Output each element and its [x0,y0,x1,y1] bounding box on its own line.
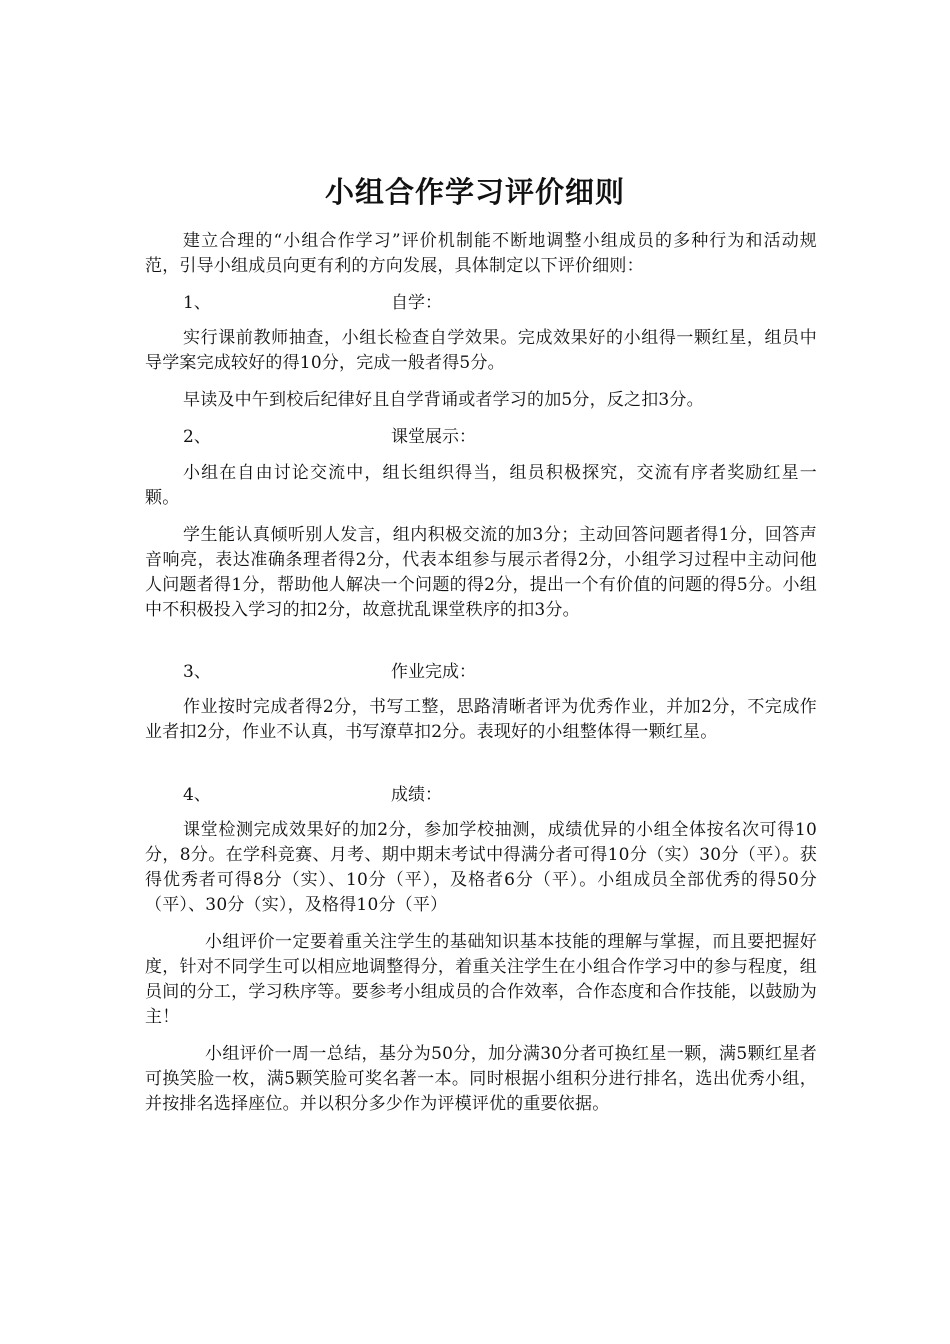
closing-paragraph-1: 小组评价一定要着重关注学生的基础知识基本技能的理解与掌握，而且要把握好度，针对不同学生可以相应地调整得分，着重关注学生在小组合作学习中的参与程度，组员间的分工，学习秩序等。要参考小组成员的合作效率，合作态度和合作技能，以鼓励为主！ [145,932,817,1027]
section-number: 4、 [183,785,211,805]
section-number: 1、 [183,293,211,313]
section-heading-4 [183,783,442,808]
section-heading-2 [183,425,476,450]
section-title: 自学： [391,293,442,313]
section-3-paragraph-1: 作业按时完成者得2分，书写工整，思路清晰者评为优秀作业，并加2分，不完成作业者扣2分，作业不认真，书写潦草扣2分。表现好的小组整体得一颗红星。 [145,697,817,742]
section-1-paragraph-2: 早读及中午到校后纪律好且自学背诵或者学习的加5分，反之扣3分。 [183,390,704,410]
section-heading-1 [183,291,442,316]
section-title: 作业完成： [391,662,476,682]
section-1-paragraph-1: 实行课前教师抽查，小组长检查自学效果。完成效果好的小组得一颗红星，组员中导学案完成较好的得10分，完成一般者得5分。 [145,328,817,373]
section-title: 成绩： [391,785,442,805]
section-2-paragraph-1: 小组在自由讨论交流中，组长组织得当，组员积极探究，交流有序者奖励红星一颗。 [145,463,817,508]
section-number: 3、 [183,662,211,682]
section-number: 2、 [183,427,211,447]
section-title: 课堂展示： [391,427,476,447]
section-2-paragraph-2: 学生能认真倾听别人发言，组内积极交流的加3分；主动回答问题者得1分，回答声音响亮，表达准确条理者得2分，代表本组参与展示者得2分，小组学习过程中主动问他人问题者得1分，帮助他人解决一个问题的得2分，提出一个有价值的问题的得5分。小组中不积极投入学习的扣2分，故意扰乱课堂秩序的扣3分。 [145,525,817,620]
closing-paragraph-2: 小组评价一周一总结，基分为50分，加分满30分者可换红星一颗，满5颗红星者可换笑脸一枚，满5颗笑脸可奖名著一本。同时根据小组积分进行排名，选出优秀小组，并按排名选择座位。并以积分多少作为评模评优的重要依据。 [145,1044,817,1114]
intro-paragraph: 建立合理的“小组合作学习”评价机制能不断地调整小组成员的多种行为和活动规范，引导小组成员向更有利的方向发展，具体制定以下评价细则： [145,231,817,276]
section-4-paragraph-1: 课堂检测完成效果好的加2分，参加学校抽测，成绩优异的小组全体按名次可得10分，8分。在学科竞赛、月考、期中期末考试中得满分者可得10分（实）30分（平）。获得优秀者可得8分（实）、10分（平），及格者6分（平）。小组成员全部优秀的得50分（平）、30分（实），及格得10分（平） [145,820,818,915]
document-title: 小组合作学习评价细则 [324,175,625,209]
section-heading-3 [183,660,476,685]
